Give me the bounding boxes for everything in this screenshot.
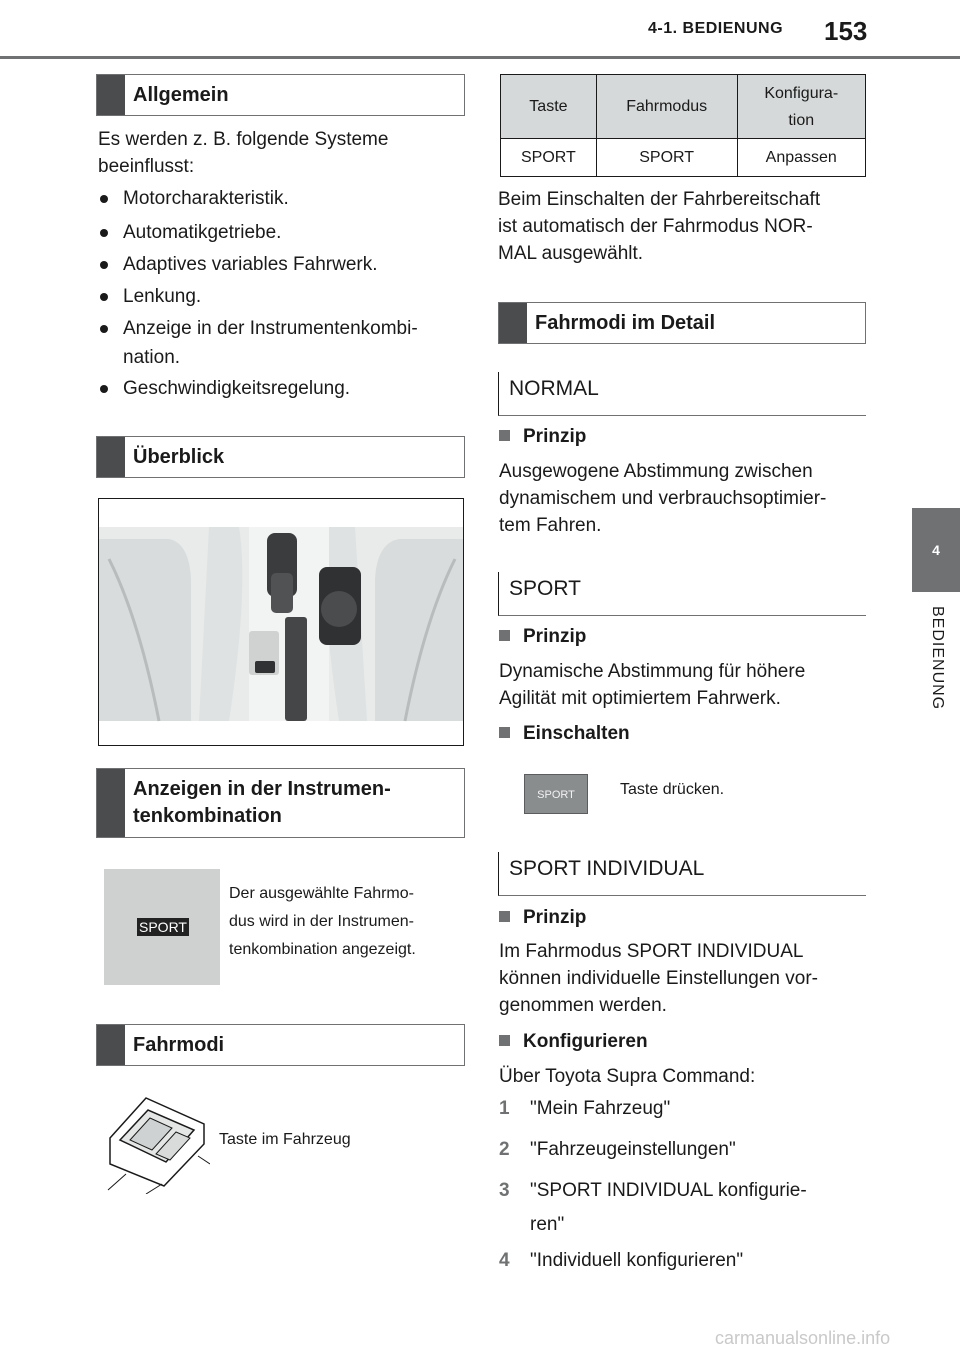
sport-button[interactable]: SPORT xyxy=(524,774,588,814)
center-console-image xyxy=(98,498,464,746)
paragraph-intro: Es werden z. B. folgende Systeme beeinflusst: xyxy=(98,129,389,177)
bullet-icon xyxy=(100,325,108,333)
button-caption: Taste im Fahrzeug xyxy=(219,1131,351,1148)
bullet-item: Geschwindigkeitsregelung. xyxy=(100,374,350,403)
subheading-konfigurieren: Konfigurieren xyxy=(499,1031,648,1053)
section-title: Fahrmodi xyxy=(133,1034,225,1056)
paragraph-command: Über Toyota Supra Command: xyxy=(499,1066,756,1087)
instrument-display-image xyxy=(104,869,220,985)
section-header: 4-1. BEDIENUNG xyxy=(648,20,784,37)
display-caption: Der ausgewählte Fahrmo- dus wird in der Instrumen- tenkombination angezeigt. xyxy=(229,885,416,958)
section-title: Anzeigen in der Instrumen- tenkombination xyxy=(133,778,391,827)
step-item: 4 "Individuell konfigurieren" xyxy=(499,1250,744,1271)
table-header-row xyxy=(501,75,866,139)
bullet-icon xyxy=(100,261,108,269)
paragraph-sport-individual: Im Fahrmodus SPORT INDIVIDUAL können individuelle Einstellungen vor- genommen werden. xyxy=(499,941,818,1016)
section-fahrmodi-detail xyxy=(498,302,866,344)
square-bullet-icon xyxy=(499,911,510,922)
paragraph-normal: Ausgewogene Abstimmung zwischen dynamischem und verbrauchsoptimier- tem Fahren. xyxy=(499,461,827,536)
bullet-item: Anzeige in der Instrumentenkombi- nation. xyxy=(100,314,418,372)
bullet-icon xyxy=(100,385,108,393)
chapter-label: BEDIENUNG xyxy=(929,606,946,711)
section-title: Überblick xyxy=(133,446,225,468)
table-cell: Anpassen xyxy=(737,139,866,177)
section-title: Fahrmodi im Detail xyxy=(535,312,716,334)
section-fahrmodi xyxy=(96,1024,465,1066)
subheading-prinzip: Prinzip xyxy=(499,626,586,648)
step-item: 3 "SPORT INDIVIDUAL konfigurie- ren" xyxy=(499,1180,807,1235)
bullet-item: Automatikgetriebe. xyxy=(100,218,281,247)
button-in-vehicle-illustration xyxy=(106,1094,210,1194)
table-header-cell: Taste xyxy=(501,75,597,139)
mode-heading-sport-individual: SPORT INDIVIDUAL xyxy=(498,852,866,896)
square-bullet-icon xyxy=(499,1035,510,1046)
sport-indicator: SPORT xyxy=(137,918,189,936)
page-number: 153 xyxy=(824,16,868,46)
paragraph-sport: Dynamische Abstimmung für höhere Agilität mit optimiertem Fahrwerk. xyxy=(499,661,806,709)
header-rule xyxy=(0,56,960,59)
paragraph-default-mode: Beim Einschalten der Fahrbereitschaft ist automatisch der Fahrmodus NOR- MAL ausgewählt. xyxy=(498,189,821,264)
bullet-icon xyxy=(100,195,108,203)
table-cell: SPORT xyxy=(501,139,597,177)
subheading-prinzip: Prinzip xyxy=(499,426,586,448)
bullet-icon xyxy=(100,293,108,301)
subheading-prinzip: Prinzip xyxy=(499,907,586,929)
section-title: Allgemein xyxy=(133,84,229,106)
table-header-cell: Konfigura- tion xyxy=(737,75,866,139)
square-bullet-icon xyxy=(499,430,510,441)
step-item: 2 "Fahrzeugeinstellungen" xyxy=(499,1139,736,1160)
square-bullet-icon xyxy=(499,727,510,738)
bullet-icon xyxy=(100,229,108,237)
table-row xyxy=(501,139,866,177)
table-cell: SPORT xyxy=(596,139,737,177)
section-ueberblick xyxy=(96,436,465,478)
table-header-cell: Fahrmodus xyxy=(596,75,737,139)
section-allgemein xyxy=(96,74,465,116)
subheading-einschalten: Einschalten xyxy=(499,723,630,745)
center-console-illustration xyxy=(99,499,464,746)
bullet-item: Lenkung. xyxy=(100,282,201,311)
step-item: 1 "Mein Fahrzeug" xyxy=(499,1098,671,1119)
square-bullet-icon xyxy=(499,630,510,641)
chapter-tab[interactable]: 4 xyxy=(912,508,960,592)
watermark: carmanualsonline.info xyxy=(715,1328,891,1348)
configuration-table xyxy=(500,74,866,177)
mode-heading-normal: NORMAL xyxy=(498,372,866,416)
bullet-item: Adaptives variables Fahrwerk. xyxy=(100,250,378,279)
sport-button-caption: Taste drücken. xyxy=(620,781,725,798)
mode-heading-sport: SPORT xyxy=(498,572,866,616)
bullet-item: Motorcharakteristik. xyxy=(100,184,289,213)
section-anzeigen xyxy=(96,768,465,838)
